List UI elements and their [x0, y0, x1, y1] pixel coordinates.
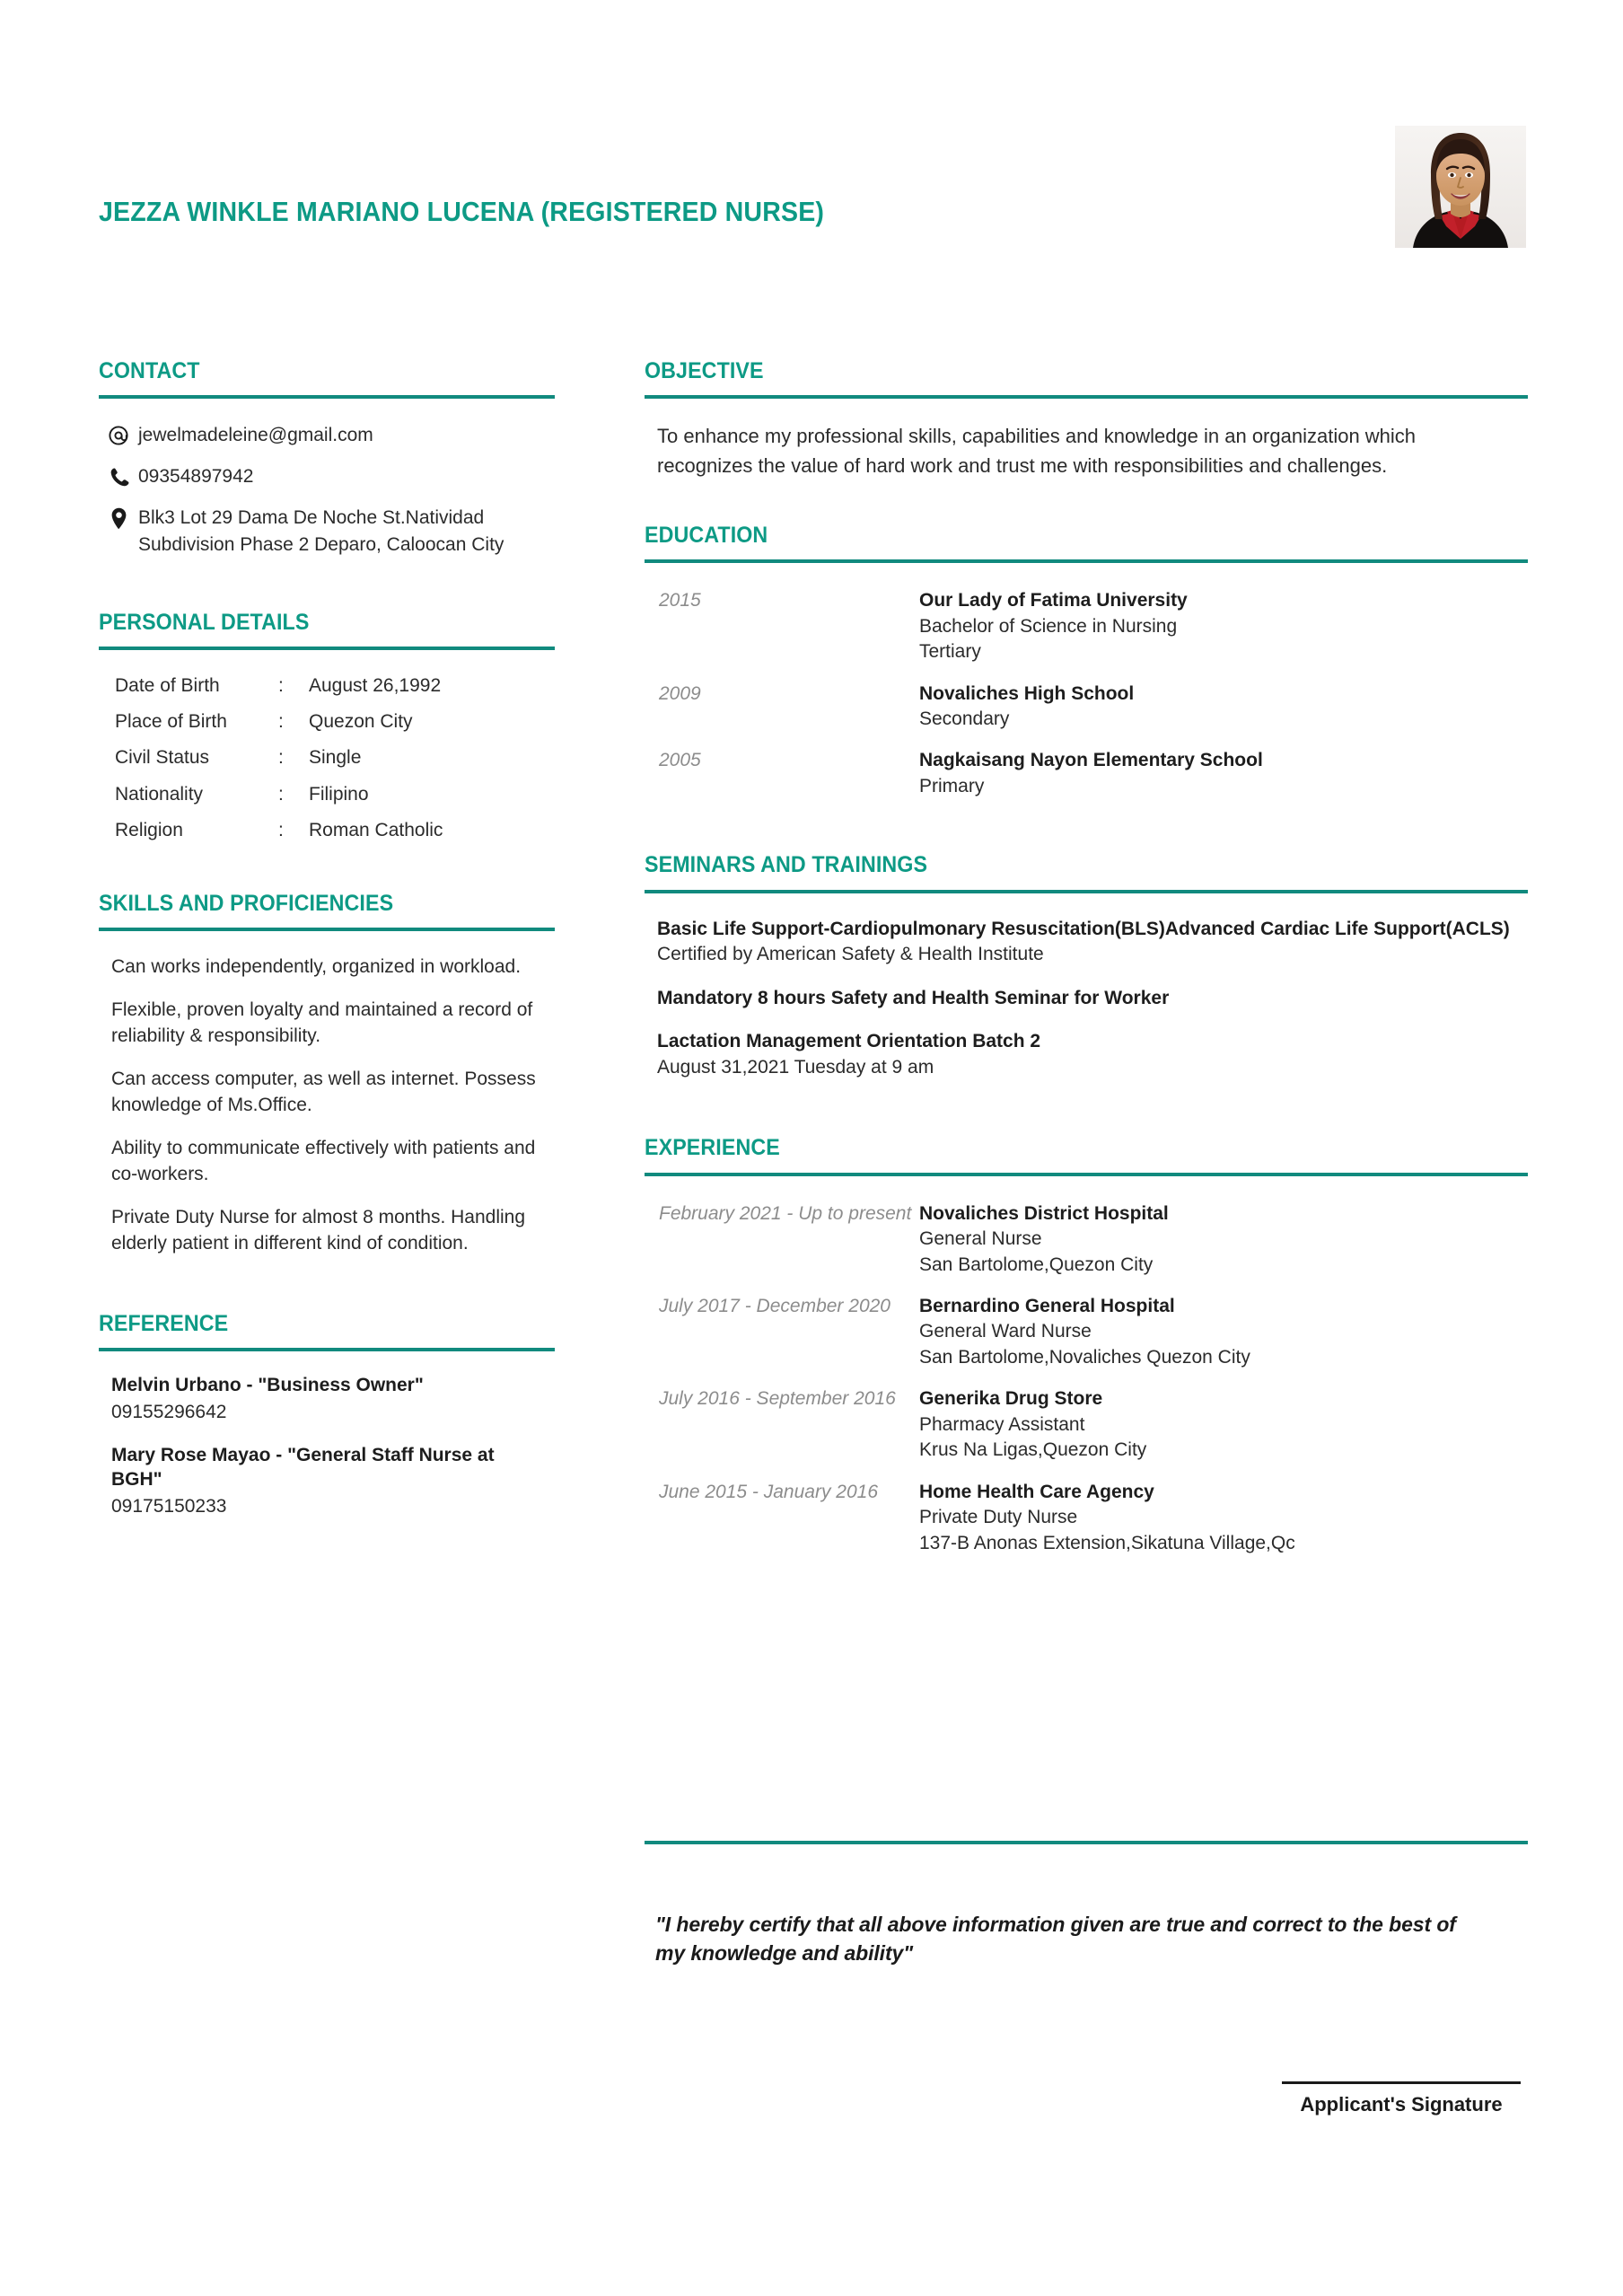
entry-date: February 2021 - Up to present — [659, 1202, 912, 1224]
objective-text: To enhance my professional skills, capabilities and knowledge in an organization which recognizes the value of hard work and trust me with responsibilities and challenges. — [657, 425, 1417, 477]
field-value: Filipino — [309, 783, 369, 805]
spacer — [645, 815, 1528, 853]
section-divider — [645, 559, 1528, 563]
section-heading-skills: SKILLS AND PROFICIENCIES — [99, 891, 394, 917]
entry-organization: Novaliches District Hospital — [919, 1202, 1169, 1224]
entry-role: General Nurse — [919, 1227, 1042, 1249]
section-seminars — [645, 853, 1528, 1080]
entry-body — [919, 1386, 1528, 1463]
list-item: Flexible, proven loyalty and maintained a record of reliability & responsibility. — [111, 999, 533, 1047]
list-item: Private Duty Nurse for almost 8 months. Handling elderly patient in different kind of condition. — [111, 1207, 526, 1254]
field-separator: : — [278, 674, 284, 696]
field-value: Single — [309, 747, 362, 769]
section-heading-objective: OBJECTIVE — [645, 358, 764, 383]
section-heading-reference: REFERENCE — [99, 1311, 229, 1337]
email-icon — [99, 422, 138, 446]
education-list — [645, 588, 1528, 799]
list-item — [659, 1201, 1528, 1278]
spacer — [99, 854, 557, 892]
entry-organization: Nagkaisang Nayon Elementary School — [919, 750, 1263, 771]
list-item: Can access computer, as well as internet. Possess knowledge of Ms.Office. — [111, 1069, 536, 1116]
entry-date: July 2017 - December 2020 — [659, 1296, 890, 1317]
field-separator: : — [278, 711, 284, 733]
page-title: JEZZA WINKLE MARIANO LUCENA (REGISTERED NURSE) — [99, 196, 825, 227]
table-row — [99, 673, 557, 698]
right-column — [645, 359, 1528, 1572]
list-item — [99, 422, 557, 449]
list-item — [659, 1386, 1528, 1463]
field-separator: : — [278, 783, 284, 805]
seminar-title: Basic Life Support-Cardiopulmonary Resuscitation(BLS)Advanced Cardiac Life Support(ACLS) — [657, 918, 1510, 939]
entry-role: General Ward Nurse — [919, 1321, 1092, 1342]
reference-phone: 09155296642 — [111, 1401, 227, 1422]
location-pin-icon — [99, 505, 138, 530]
signature-block — [1275, 2081, 1528, 2116]
section-heading-personal-details: PERSONAL DETAILS — [99, 609, 310, 635]
section-heading-education: EDUCATION — [645, 522, 768, 548]
entry-body — [919, 1480, 1528, 1556]
table-row — [99, 709, 557, 734]
section-objective — [645, 359, 1528, 480]
seminar-title: Lactation Management Orientation Batch 2 — [657, 1031, 1041, 1052]
entry-location: 137-B Anonas Extension,Sikatuna Village,Qc — [919, 1532, 1295, 1553]
seminar-title: Mandatory 8 hours Safety and Health Seminar for Worker — [657, 987, 1170, 1008]
list-item — [659, 1294, 1528, 1370]
section-divider — [99, 395, 555, 399]
section-contact — [99, 359, 557, 559]
list-item — [111, 1373, 557, 1425]
section-education — [645, 523, 1528, 799]
list-item — [111, 1443, 557, 1519]
personal-details-table — [99, 673, 557, 842]
section-heading-seminars: SEMINARS AND TRAININGS — [645, 852, 928, 878]
field-label: Civil Status — [115, 747, 210, 769]
list-item: Ability to communicate effectively with patients and co-workers. — [111, 1138, 536, 1185]
list-item — [659, 588, 1528, 664]
section-heading-contact: CONTACT — [99, 358, 200, 383]
entry-body — [919, 748, 1528, 799]
entry-organization: Generika Drug Store — [919, 1388, 1103, 1410]
entry-date: 2015 — [659, 590, 701, 611]
table-row — [99, 782, 557, 806]
entry-date: 2005 — [659, 750, 701, 771]
left-column — [99, 359, 557, 1537]
section-heading-experience: EXPERIENCE — [645, 1135, 780, 1161]
footer-divider — [645, 1841, 1528, 1844]
spacer — [645, 1098, 1528, 1136]
contact-list — [99, 422, 557, 558]
entry-organization: Home Health Care Agency — [919, 1481, 1154, 1502]
entry-organization: Our Lady of Fatima University — [919, 590, 1188, 611]
avatar — [1395, 126, 1526, 248]
signature-label: Applicant's Signature — [1300, 2093, 1503, 2116]
entry-detail: Primary — [919, 775, 985, 796]
field-label: Religion — [115, 819, 183, 840]
field-separator: : — [278, 747, 284, 769]
section-personal-details — [99, 611, 557, 843]
field-label: Place of Birth — [115, 711, 227, 733]
section-reference — [99, 1312, 557, 1519]
seminars-list — [645, 917, 1528, 1081]
table-row — [99, 818, 557, 842]
seminar-subtitle: Certified by American Safety & Health Institute — [657, 944, 1044, 965]
section-divider — [99, 647, 555, 650]
contact-email[interactable]: jewelmadeleine@gmail.com — [138, 425, 373, 446]
spacer — [99, 1274, 557, 1312]
table-row — [99, 745, 557, 770]
entry-body — [919, 588, 1528, 664]
list-item: Can works independently, organized in workload. — [111, 956, 522, 978]
field-separator: : — [278, 819, 284, 840]
list-item — [659, 682, 1528, 733]
entry-date: July 2016 - September 2016 — [659, 1388, 896, 1410]
field-value: August 26,1992 — [309, 674, 442, 696]
entry-detail: Tertiary — [919, 641, 981, 663]
contact-phone[interactable]: 09354897942 — [138, 466, 254, 488]
list-item — [659, 1480, 1528, 1556]
signature-line — [1282, 2081, 1521, 2084]
list-item — [657, 1029, 1528, 1080]
reference-name: Mary Rose Mayao - "General Staff Nurse at BGH" — [111, 1445, 495, 1491]
reference-name: Melvin Urbano - "Business Owner" — [111, 1375, 424, 1396]
section-divider — [645, 1173, 1528, 1176]
list-item — [657, 986, 1528, 1012]
field-value: Roman Catholic — [309, 819, 443, 840]
entry-organization: Bernardino General Hospital — [919, 1296, 1175, 1317]
skills-list — [99, 954, 557, 1257]
list-item — [99, 463, 557, 490]
spacer — [645, 480, 1528, 523]
entry-body — [919, 1201, 1528, 1278]
entry-body — [919, 1294, 1528, 1370]
entry-detail: Bachelor of Science in Nursing — [919, 615, 1178, 637]
entry-organization: Novaliches High School — [919, 682, 1135, 704]
phone-icon — [99, 463, 138, 487]
section-divider — [99, 928, 555, 931]
portrait-photo-icon — [1395, 126, 1526, 248]
seminar-subtitle: August 31,2021 Tuesday at 9 am — [657, 1056, 934, 1078]
list-item — [659, 748, 1528, 799]
entry-role: Pharmacy Assistant — [919, 1413, 1085, 1435]
entry-location: San Bartolome,Quezon City — [919, 1254, 1154, 1275]
reference-list — [99, 1373, 557, 1519]
spacer — [99, 573, 557, 611]
list-item — [99, 505, 557, 559]
section-divider — [645, 890, 1528, 893]
entry-detail: Secondary — [919, 708, 1010, 729]
experience-list — [645, 1201, 1528, 1557]
field-label: Date of Birth — [115, 674, 220, 696]
entry-location: San Bartolome,Novaliches Quezon City — [919, 1346, 1250, 1368]
field-value: Quezon City — [309, 711, 413, 733]
section-divider — [645, 395, 1528, 399]
entry-role: Private Duty Nurse — [919, 1507, 1078, 1528]
section-divider — [99, 1348, 555, 1351]
resume-header — [99, 126, 1526, 305]
section-experience — [645, 1136, 1528, 1556]
contact-address[interactable]: Blk3 Lot 29 Dama De Noche St.Natividad Subdivision Phase 2 Deparo, Caloocan City — [138, 506, 504, 555]
list-item — [657, 917, 1528, 968]
certification-statement: "I hereby certify that all above information given are true and correct to the best of my knowledge and ability" — [655, 1913, 1456, 1965]
entry-body — [919, 682, 1528, 733]
entry-date: June 2015 - January 2016 — [659, 1481, 879, 1502]
reference-phone: 09175150233 — [111, 1495, 227, 1517]
field-label: Nationality — [115, 783, 204, 805]
section-skills — [99, 892, 557, 1257]
entry-date: 2009 — [659, 682, 701, 704]
entry-location: Krus Na Ligas,Quezon City — [919, 1439, 1147, 1461]
